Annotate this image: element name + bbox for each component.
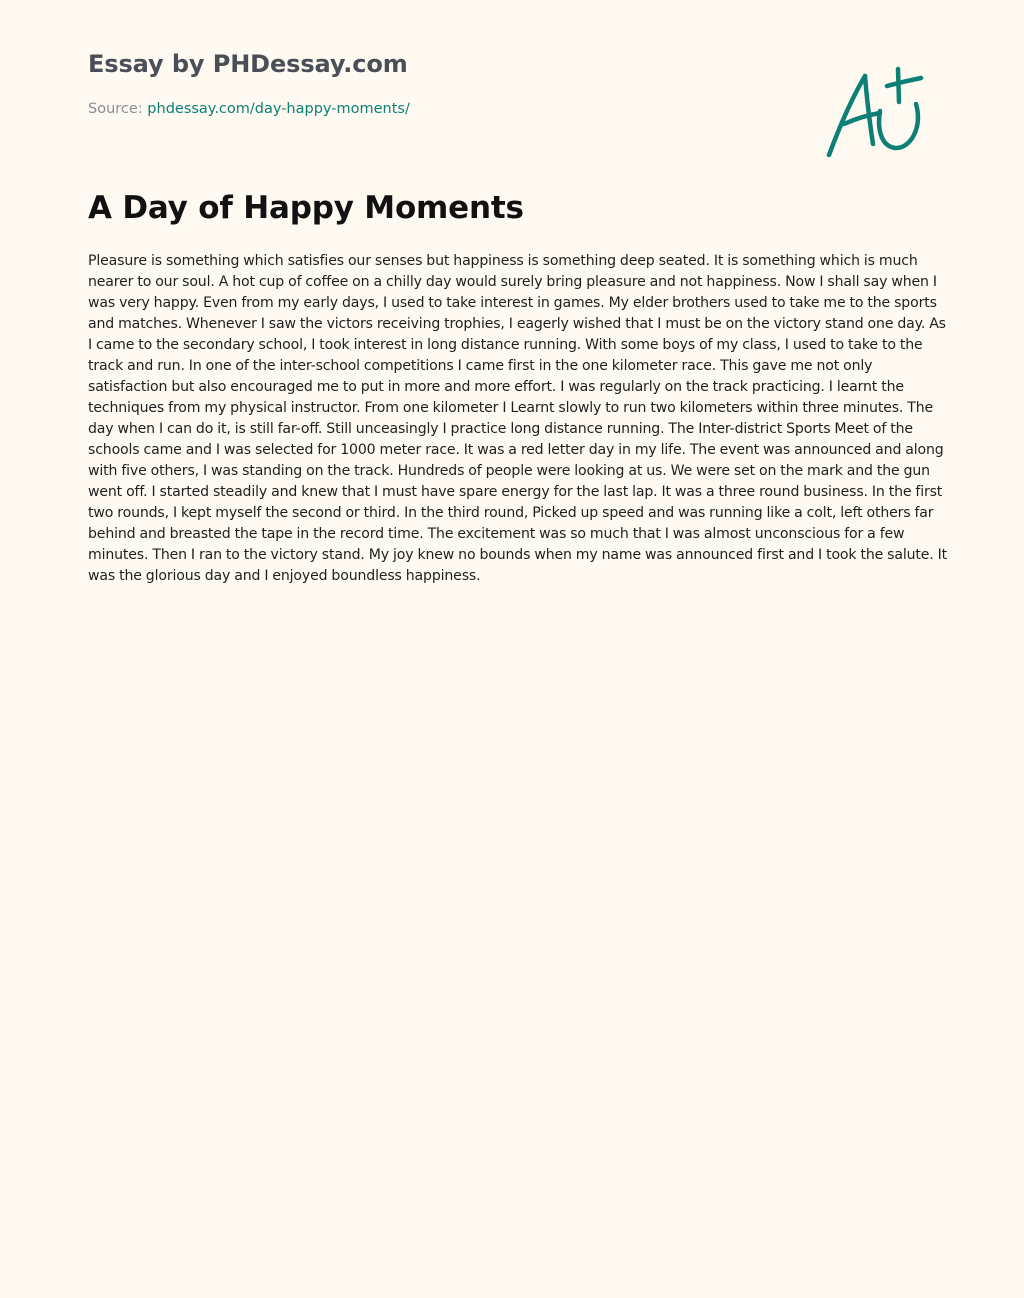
source-label: Source: (88, 101, 143, 117)
essay-body: Pleasure is something which satisfies our senses but happiness is something deep seated. It is something which is much nearer to our soul. A hot cup of coffee on a chilly day would surely bring pleasure and not happiness. Now I shall say when I was very happy. Even from my early days, I used to take interest in games. My elder brothers used to take me to the sports and matches. Whenever I saw the victors receiving trophies, I eagerly wished that I must be on the victory stand one day. As I came to the secondary school, I took interest in long distance running. With some boys of my class, I used to take to the track and run. In one of the inter-school competitions I came first in the one kilometer race. This gave me not only satisfaction but also encouraged me to put in more and more effort. I was regularly on the track practicing. I learnt the techniques from my physical instructor. From one kilometer I Learnt slowly to run two kilometers within three minutes. The day when I can do it, is still far-off. Still unceasingly I practice long distance running. The Inter-district Sports Meet of the schools came and I was selected for 1000 meter race. It was a red letter day in my life. The event was announced and along with five others, I was standing on the track. Hundreds of people were looking at us. We were set on the mark and the gun went off. I started steadily and knew that I must have spare energy for the last lap. It was a three round business. In the first two rounds, I kept myself the second or third. In the third round, Picked up speed and was running like a colt, left others far behind and breasted the tape in the record time. The excitement was so much that I was almost unconscious for a few minutes. Then I ran to the victory stand. My joy knew no bounds when my name was announced first and I took the salute. It was the glorious day and I enjoyed boundless happiness. (88, 253, 948, 584)
essay-title: A Day of Happy Moments (88, 190, 524, 226)
source-line (88, 101, 410, 117)
source-link[interactable]: phdessay.com/day-happy-moments/ (147, 101, 410, 117)
site-brand: Essay by PHDessay.com (88, 50, 408, 78)
a-plus-grade-icon (822, 64, 930, 162)
